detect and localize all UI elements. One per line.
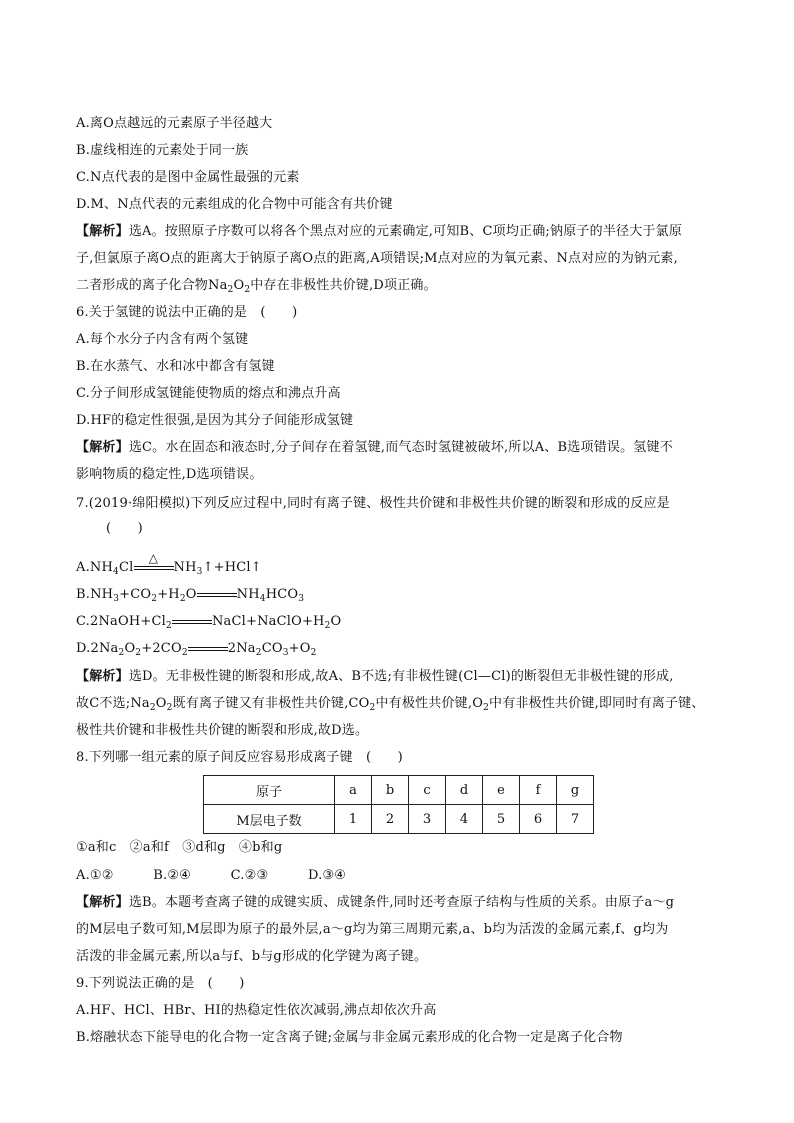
q6-analysis-line-2: 影响物质的稳定性,D选项错误。 [76,467,263,482]
q8-analysis-line-2: 的M层电子数可知,M层即为原子的最外层,a～g均为第三周期元素,a、b均为活泼的金属元素,f、g均为 [76,922,669,937]
q6-option-a: A.每个水分子内含有两个氢键 [76,332,249,347]
analysis-tag: 【解析】 [76,895,129,910]
reaction-arrow [188,643,228,655]
q5-option-d: D.M、N点代表的元素组成的化合物中可能含有共价键 [76,197,393,212]
q7-blank: ( ) [106,521,143,536]
q7-analysis-line-2: 故C不选$;Na_2O_2$既有离子键又有非极性共价键$,CO_2$中有极性共价键$,O_2$中有非极性共价键,即同时有离子键、 [76,696,705,713]
q8-groups: ①a和c ②a和f ③d和g ④b和g [76,840,283,855]
q9-option-b: B.熔融状态下能导电的化合物一定含离子键;金属与非金属元素形成的化合物一定是离子化合物 [76,1030,623,1045]
reaction-arrow [134,550,174,574]
q6-option-b: B.在水蒸气、水和冰中都含有氢键 [76,359,275,374]
q6-option-d: D.HF的稳定性很强,是因为其分子间能形成氢键 [76,413,354,428]
q9-option-a: A.HF、HCl、HBr、HI的热稳定性依次减弱,沸点却依次升高 [76,1003,437,1018]
q7-analysis-line-3: 极性共价键和非极性共价键的断裂和形成,故D选。 [76,723,369,738]
table-head-atom: 原子 [204,776,335,805]
q5-option-b: B.虚线相连的元素处于同一族 [76,143,249,158]
analysis-tag: 【解析】 [76,440,129,455]
q8-analysis-line-3: 活泼的非金属元素,所以a与f、b与g形成的化学键为离子键。 [76,949,428,964]
analysis-tag: 【解析】 [76,669,129,684]
q7-analysis-line-1: 【解析】选D。无非极性键的断裂和形成,故A、B不选;有非极性键(Cl—Cl)的断裂但无非极性键的形成, [76,669,674,684]
table-cell: 3 [409,805,446,834]
heat-symbol: △ [148,550,159,565]
q6-stem: 6.关于氢键的说法中正确的是 ( ) [76,305,298,320]
q7-option-b: $B.NH_3+CO_2+H_2O$ $NH_4HCO_3$ [76,587,305,604]
q7-stem: 7.(2019·绵阳模拟)下列反应过程中,同时有离子键、极性共价键和非极性共价键的断裂和形成的反应是 [76,496,670,511]
q9-stem: 9.下列说法正确的是 ( ) [76,976,245,991]
table-cell: a [335,776,372,805]
table-head-m-shell: M层电子数 [204,805,335,834]
table-cell: c [409,776,446,805]
table-cell: 1 [335,805,372,834]
table-cell: 7 [557,805,594,834]
electron-table [203,775,594,834]
q7-option-a: $A.NH_4Cl$ △ $NH_3↑+HCl↑$ [76,558,734,578]
table-cell: d [446,776,483,805]
table-cell: 6 [520,805,557,834]
q5-option-c: C.N点代表的是图中金属性最强的元素 [76,170,300,185]
table-cell: e [483,776,520,805]
q8-analysis-line-1: 【解析】选B。本题考查离子键的成键实质、成键条件,同时还考查原子结构与性质的关系。由原子a～g [76,895,675,910]
q5-analysis-line-3: 二者形成的离子化合物$Na_2O_2$中存在非极性共价键,D项正确。 [76,278,437,295]
reaction-arrow [197,589,237,601]
q8-stem: 8.下列哪一组元素的原子间反应容易形成离子键 ( ) [76,750,403,765]
q8-choices: A.①② B.②④ C.②③ D.③④ [76,868,347,883]
table-cell: 4 [446,805,483,834]
table-cell: b [372,776,409,805]
q6-option-c: C.分子间形成氢键能使物质的熔点和沸点升高 [76,386,341,401]
table-row [204,805,594,834]
q5-option-a: A.离O点越远的元素原子半径越大 [76,116,273,131]
table-cell: 2 [372,805,409,834]
analysis-tag: 【解析】 [76,224,129,239]
reaction-arrow [172,616,212,628]
table-cell: f [520,776,557,805]
q5-analysis-line-1: 【解析】选A。按照原子序数可以将各个黑点对应的元素确定,可知B、C项均正确;钠原子的半径大于氯原 [76,224,683,239]
table-cell: g [557,776,594,805]
q5-analysis-line-2: 子,但氯原子离O点的距离大于钠原子离O点的距离,A项错误;M点对应的为氧元素、N点对应的为钠元素, [76,251,678,266]
q6-analysis-line-1: 【解析】选C。水在固态和液态时,分子间存在着氢键,而气态时氢键被破坏,所以A、B选项错误。氢键不 [76,440,673,455]
table-cell: 5 [483,805,520,834]
q7-option-c: $C.2NaOH+Cl_2$ $NaCl+NaClO+H_2O$ [76,614,342,631]
table-row [204,776,594,805]
q7-option-d: $D.2Na_2O_2+2CO_2$ $2Na_2CO_3+O_2$ [76,641,317,658]
